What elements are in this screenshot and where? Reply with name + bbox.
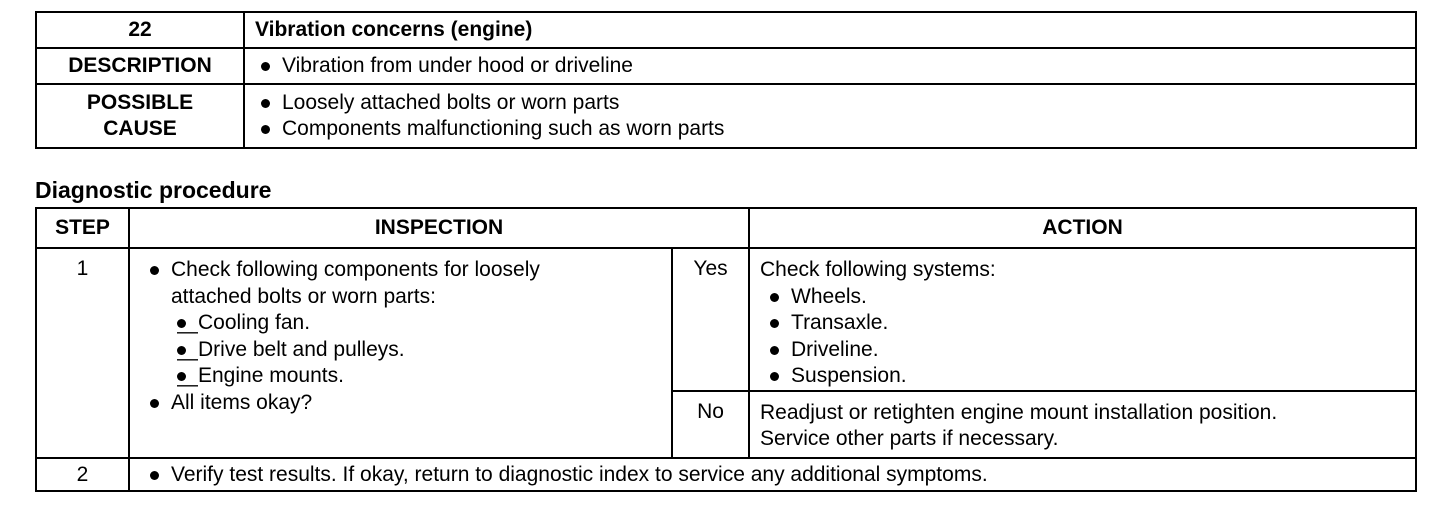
action-header: ACTION bbox=[749, 208, 1416, 248]
step1-question-item: All items okay? bbox=[144, 390, 671, 417]
cause-cell bbox=[244, 84, 1416, 148]
cause-list bbox=[255, 90, 1415, 142]
symptom-summary-table bbox=[35, 11, 1417, 149]
no-label: No bbox=[672, 391, 749, 458]
system-item: Transaxle. bbox=[764, 310, 1415, 337]
component-item: — Engine mounts. bbox=[171, 363, 671, 390]
cause-label bbox=[36, 84, 244, 148]
cause-item: Loosely attached bolts or worn parts bbox=[255, 90, 1415, 116]
symptom-title: Vibration concerns (engine) bbox=[244, 12, 1416, 48]
step1-number: 1 bbox=[36, 248, 129, 458]
step1-inspection-list bbox=[144, 257, 671, 416]
no-action bbox=[749, 391, 1416, 458]
step2-item: Verify test results. If okay, return to diagnostic index to service any additional symptoms. bbox=[144, 462, 1415, 489]
step1-yes-row bbox=[36, 248, 1416, 391]
cause-label-line1: POSSIBLE bbox=[86, 91, 194, 114]
system-item: Suspension. bbox=[764, 363, 1415, 390]
cause-label-line2: CAUSE bbox=[103, 117, 177, 140]
step2-row bbox=[36, 458, 1416, 491]
description-item: Vibration from under hood or driveline bbox=[255, 53, 1415, 79]
component-item: — Cooling fan. bbox=[171, 310, 671, 337]
inspection-header: INSPECTION bbox=[129, 208, 749, 248]
step1-component-list bbox=[171, 310, 671, 390]
step2-inspection bbox=[129, 458, 1416, 491]
step1-check-line1: Check following components for loosely bbox=[171, 258, 540, 281]
cause-item: Components malfunctioning such as worn parts bbox=[255, 116, 1415, 142]
step2-inspection-list bbox=[144, 462, 1415, 489]
step1-check-item bbox=[144, 257, 671, 390]
summary-cause-row bbox=[36, 84, 1416, 148]
diagnostic-procedure-table bbox=[35, 207, 1417, 492]
component-item: — Drive belt and pulleys. bbox=[171, 337, 671, 364]
step-header: STEP bbox=[36, 208, 129, 248]
description-list bbox=[255, 53, 1415, 79]
yes-label: Yes bbox=[672, 248, 749, 391]
yes-action-intro: Check following systems: bbox=[760, 258, 996, 281]
procedure-header-row bbox=[36, 208, 1416, 248]
yes-action bbox=[749, 248, 1416, 391]
no-action-line1: Readjust or retighten engine mount installation position. bbox=[760, 400, 1278, 424]
step1-inspection bbox=[129, 248, 672, 458]
symptom-number: 22 bbox=[36, 12, 244, 48]
system-item: Wheels. bbox=[764, 284, 1415, 311]
yes-action-list bbox=[764, 284, 1415, 390]
description-cell bbox=[244, 48, 1416, 84]
description-label: DESCRIPTION bbox=[36, 48, 244, 84]
step2-number: 2 bbox=[36, 458, 129, 491]
no-action-line2: Service other parts if necessary. bbox=[760, 427, 1059, 450]
step1-check-line2: attached bolts or worn parts: bbox=[171, 284, 436, 308]
system-item: Driveline. bbox=[764, 337, 1415, 364]
summary-description-row bbox=[36, 48, 1416, 84]
diagnostic-procedure-heading: Diagnostic procedure bbox=[35, 177, 272, 203]
summary-title-row bbox=[36, 12, 1416, 48]
